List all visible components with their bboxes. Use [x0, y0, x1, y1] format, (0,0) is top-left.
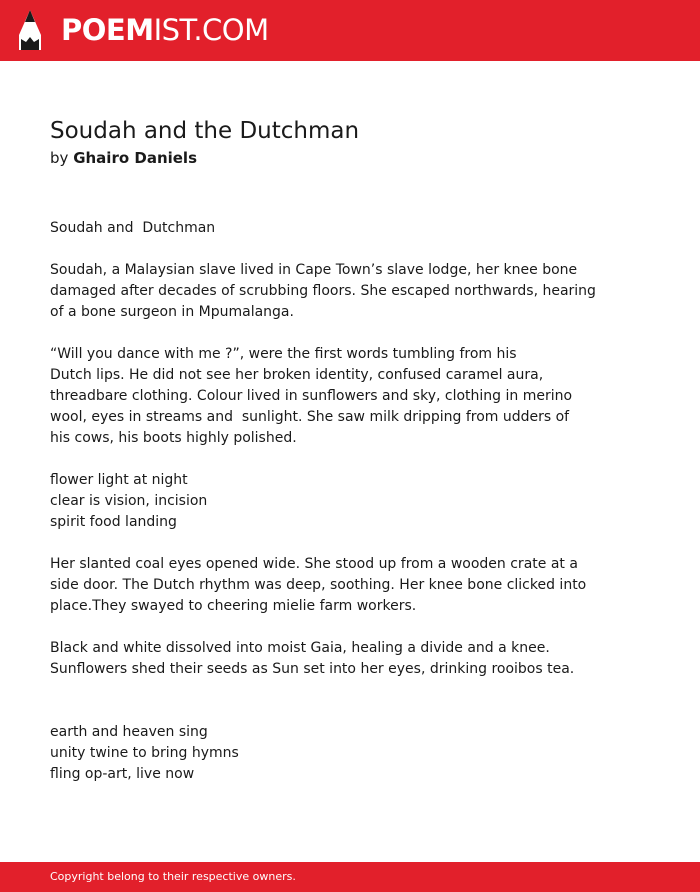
poem-line: Dutch lips. He did not see her broken identity, confused caramel aura, [50, 367, 544, 383]
poem-line: flower light at night [50, 472, 188, 488]
poem-title: Soudah and the Dutchman [50, 118, 360, 144]
copyright-notice: Copyright belong to their respective owners. [50, 870, 296, 883]
byline [50, 148, 197, 168]
stanza-break [50, 449, 650, 470]
poem-line: side door. The Dutch rhythm was deep, soothing. Her knee bone clicked into [50, 577, 587, 593]
poem-line: spirit food landing [50, 514, 177, 530]
poem-line: “Will you dance with me ?”, were the first words tumbling from his [50, 346, 517, 362]
stanza-break [50, 239, 650, 260]
poem-line: clear is vision, incision [50, 493, 208, 509]
stanza-break [50, 323, 650, 344]
poem-line: unity twine to bring hymns [50, 745, 239, 761]
poem-line: Her slanted coal eyes opened wide. She stood up from a wooden crate at a [50, 556, 578, 572]
poem-line: place.They swayed to cheering mielie farm workers. [50, 598, 417, 614]
by-label: by [50, 149, 69, 167]
site-footer [0, 862, 700, 892]
stanza-break [50, 617, 650, 638]
poem-line: Black and white dissolved into moist Gaia, healing a divide and a knee. [50, 640, 550, 656]
poem-line: damaged after decades of scrubbing floors. She escaped northwards, hearing [50, 283, 596, 299]
poem-body [50, 218, 650, 785]
stanza-break [50, 533, 650, 554]
poem-line: threadbare clothing. Colour lived in sunflowers and sky, clothing in merino [50, 388, 573, 404]
author-name: Ghairo Daniels [73, 149, 198, 167]
poem-line: fling op-art, live now [50, 766, 195, 782]
poem-line: his cows, his boots highly polished. [50, 430, 297, 446]
stanza-break [50, 680, 650, 701]
stanza-break [50, 701, 650, 722]
poem-line: Soudah and Dutchman [50, 220, 216, 236]
poem-line: Sunflowers shed their seeds as Sun set into her eyes, drinking rooibos tea. [50, 661, 575, 677]
poem-line: of a bone surgeon in Mpumalanga. [50, 304, 294, 320]
logo-light-text: IST.COM [153, 13, 269, 47]
pencil-tip-icon[interactable] [17, 9, 43, 51]
poem-line: wool, eyes in streams and sunlight. She saw milk dripping from udders of [50, 409, 570, 425]
logo-bold-text: POEM [61, 13, 154, 47]
site-header [0, 0, 700, 61]
site-logo[interactable] [61, 12, 269, 48]
poem-line: Soudah, a Malaysian slave lived in Cape Town’s slave lodge, her knee bone [50, 262, 578, 278]
poem-line: earth and heaven sing [50, 724, 208, 740]
